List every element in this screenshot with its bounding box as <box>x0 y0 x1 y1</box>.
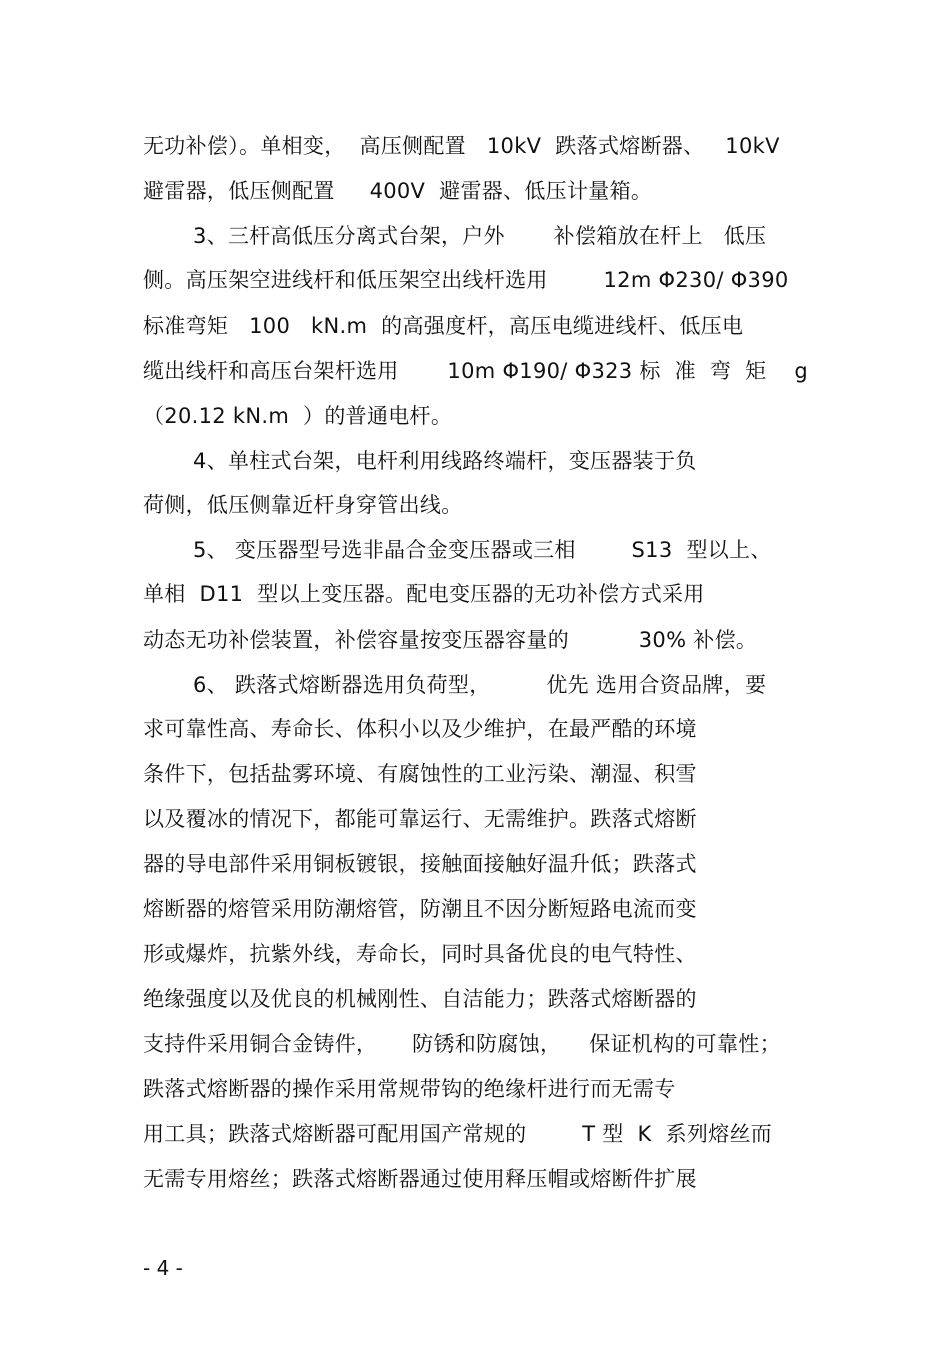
text-line-20: 绝缘强度以及优良的机械刚性、自洁能力；跌落式熔断器的 <box>143 987 697 1011</box>
text-line-19: 形或爆炸，抗紫外线，寿命长，同时具备优良的电气特性、 <box>143 942 697 966</box>
page-number: - 4 - <box>143 1256 183 1280</box>
text-line-12: 动态无功补偿装置，补偿容量按变压器容量的 30% 补偿。 <box>143 628 758 652</box>
text-line-8: 4、单柱式台架，电杆利用线路终端杆，变压器装于负 <box>193 449 697 473</box>
text-line-18: 熔断器的熔管采用防潮熔管，防潮且不因分断短路电流而变 <box>143 897 697 921</box>
text-line-13: 6、 跌落式熔断器选用负荷型， 优先 选用合资品牌，要 <box>193 673 767 697</box>
text-line-7: （20.12 kN.m ）的普通电杆。 <box>143 404 453 428</box>
text-line-4: 侧。高压架空进线杆和低压架空出线杆选用 12m Φ230/ Φ390 <box>143 268 789 292</box>
text-line-9: 荷侧，低压侧靠近杆身穿管出线。 <box>143 493 463 517</box>
text-line-11: 单相 D11 型以上变压器。配电变压器的无功补偿方式采用 <box>143 582 705 606</box>
text-line-10: 5、 变压器型号选非晶合金变压器或三相 S13 型以上、 <box>193 538 772 562</box>
text-line-21: 支持件采用铜合金铸件， 防锈和防腐蚀， 保证机构的可靠性； <box>143 1032 781 1056</box>
text-line-6: 缆出线杆和高压台架杆选用 10m Φ190/ Φ323 标 准 弯 矩 g <box>143 359 809 383</box>
text-line-5: 标准弯矩 100 kN.m 的高强度杆，高压电缆进线杆、低压电 <box>143 314 744 338</box>
text-line-22: 跌落式熔断器的操作采用常规带钩的绝缘杆进行而无需专 <box>143 1077 676 1101</box>
text-line-1: 无功补偿）。单相变， 高压侧配置 10kV 跌落式熔断器、 10kV <box>143 134 780 158</box>
text-line-3: 3、三杆高低压分离式台架，户外 补偿箱放在杆上 低压 <box>193 224 767 248</box>
text-line-14: 求可靠性高、寿命长、体积小以及少维护，在最严酷的环境 <box>143 717 697 741</box>
text-line-2: 避雷器，低压侧配置 400V 避雷器、低压计量箱。 <box>143 179 653 203</box>
text-line-15: 条件下，包括盐雾环境、有腐蚀性的工业污染、潮湿、积雪 <box>143 762 697 786</box>
text-line-24: 无需专用熔丝；跌落式熔断器通过使用释压帽或熔断件扩展 <box>143 1167 697 1191</box>
text-line-16: 以及覆冰的情况下，都能可靠运行、无需维护。跌落式熔断 <box>143 807 697 831</box>
text-line-17: 器的导电部件采用铜板镀银，接触面接触好温升低；跌落式 <box>143 852 697 876</box>
text-line-23: 用工具；跌落式熔断器可配用国产常规的 T 型 K 系列熔丝而 <box>143 1122 773 1146</box>
